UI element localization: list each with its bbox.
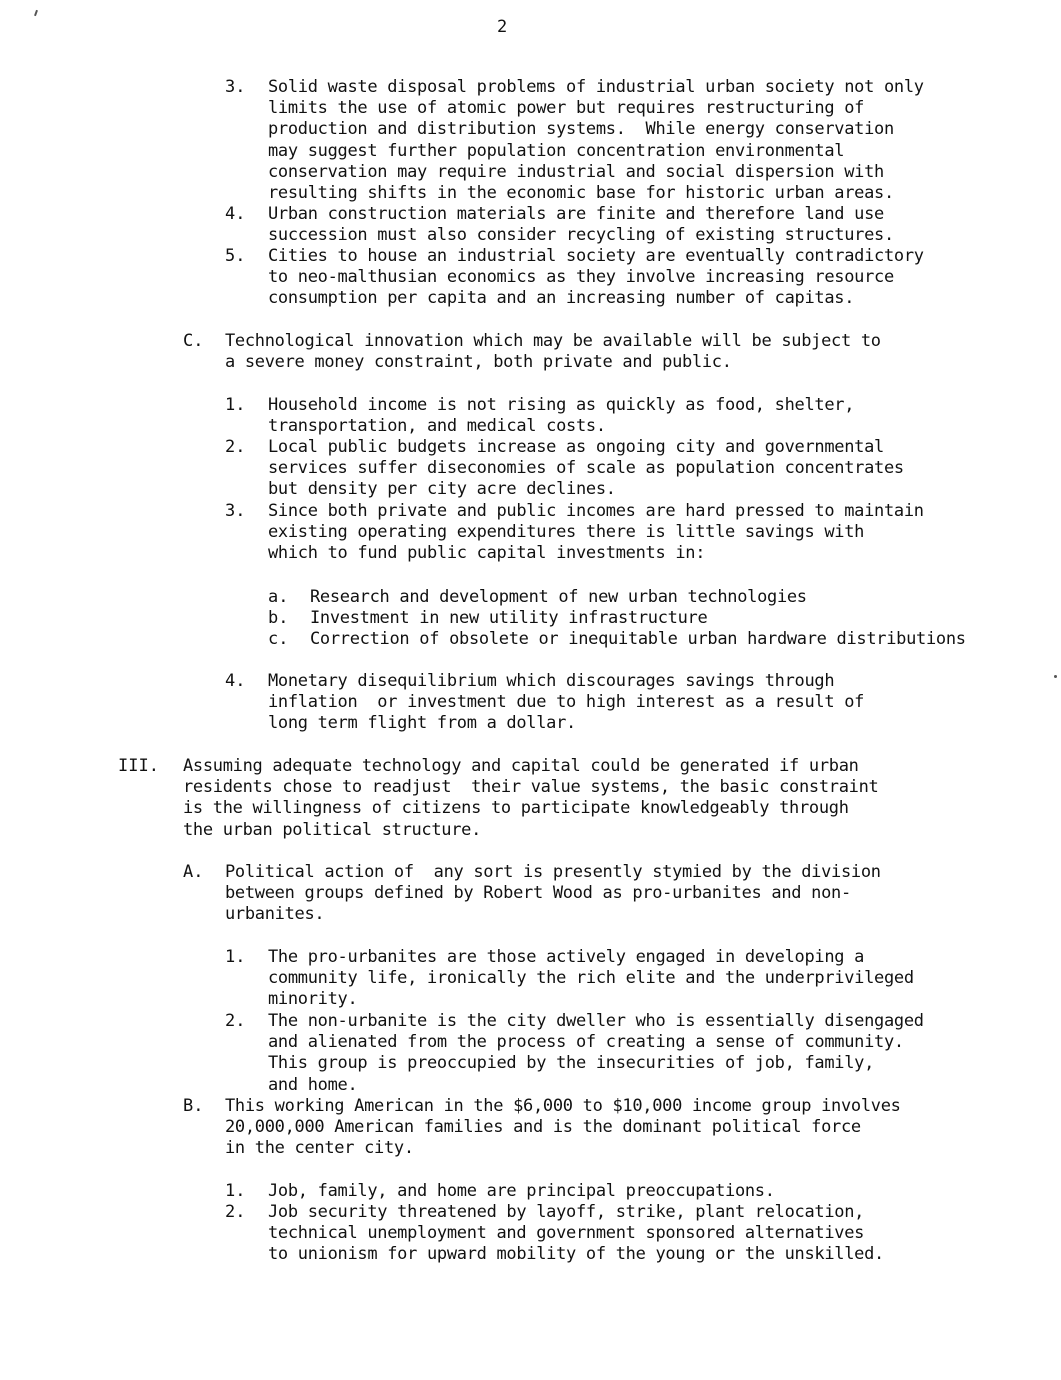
text-line: succession must also consider recycling of existing structures. <box>268 225 894 246</box>
outline-text <box>268 246 924 310</box>
outline-text <box>225 331 881 373</box>
outline-text <box>268 77 924 204</box>
outline-marker: 4. <box>225 204 246 224</box>
text-line: long term flight from a dollar. <box>268 713 576 734</box>
text-line: existing operating expenditures there is little savings with <box>268 522 865 543</box>
text-line: Investment in new utility infrastructure <box>310 608 708 628</box>
text-line: services suffer diseconomies of scale as population concentrates <box>268 458 904 479</box>
text-line: and alienated from the process of creating a sense of community. <box>268 1032 904 1053</box>
text-line: to unionism for upward mobility of the young or the unskilled. <box>268 1244 884 1265</box>
text-line: Research and development of new urban technologies <box>310 587 807 607</box>
scan-mark <box>1054 675 1057 678</box>
text-line: Household income is not rising as quickly as food, shelter, <box>268 395 855 415</box>
outline-marker: 2. <box>225 1202 246 1222</box>
text-line: Cities to house an industrial society are eventually contradictory <box>268 246 924 266</box>
outline-text <box>310 587 807 608</box>
text-line: a severe money constraint, both private and public. <box>225 352 732 373</box>
outline-text <box>268 437 904 501</box>
text-line: urbanites. <box>225 904 325 925</box>
outline-marker: a. <box>268 587 289 607</box>
text-line: Urban construction materials are finite and therefore land use <box>268 204 884 224</box>
outline-marker: A. <box>183 862 204 882</box>
text-line: Job security threatened by layoff, strike, plant relocation, <box>268 1202 865 1222</box>
outline-marker: 2. <box>225 1011 246 1031</box>
text-line: minority. <box>268 989 358 1010</box>
text-line: production and distribution systems. While energy conservation <box>268 119 894 140</box>
outline-marker: C. <box>183 331 204 351</box>
scan-mark <box>34 10 38 16</box>
text-line: The non-urbanite is the city dweller who is essentially disengaged <box>268 1011 924 1031</box>
text-line: Technological innovation which may be available will be subject to <box>225 331 881 351</box>
text-line: and home. <box>268 1074 358 1095</box>
text-line: This group is preoccupied by the insecurities of job, family, <box>268 1053 875 1074</box>
text-line: but density per city acre declines. <box>268 479 616 500</box>
text-line: Since both private and public incomes are hard pressed to maintain <box>268 501 924 521</box>
outline-text <box>268 395 854 437</box>
outline-marker: 1. <box>225 1181 246 1201</box>
text-line: which to fund public capital investments in: <box>268 543 706 564</box>
text-line: is the willingness of citizens to participate knowledgeably through <box>183 798 849 819</box>
text-line: may suggest further population concentration environmental <box>268 140 845 161</box>
outline-text <box>268 947 914 1011</box>
text-line: Monetary disequilibrium which discourages savings through <box>268 671 835 691</box>
outline-text <box>225 1096 901 1160</box>
outline-text <box>268 204 894 246</box>
text-line: Assuming adequate technology and capital could be generated if urban <box>183 756 859 776</box>
outline-text <box>268 1011 924 1096</box>
text-line: between groups defined by Robert Wood as pro-urbanites and non- <box>225 883 851 904</box>
text-line: Solid waste disposal problems of industrial urban society not only <box>268 77 924 97</box>
text-line: resulting shifts in the economic base for historic urban areas. <box>268 183 894 204</box>
outline-marker: III. <box>118 756 159 776</box>
outline-marker: 3. <box>225 77 246 97</box>
outline-text <box>310 629 966 650</box>
outline-text <box>268 1181 775 1202</box>
text-line: inflation or investment due to high interest as a result of <box>268 692 865 713</box>
text-line: limits the use of atomic power but requires restructuring of <box>268 98 865 119</box>
text-line: to neo-malthusian economics as they involve increasing resource <box>268 267 894 288</box>
text-line: residents chose to readjust their value systems, the basic constraint <box>183 777 879 798</box>
text-line: Political action of any sort is presently stymied by the division <box>225 862 881 882</box>
outline-text <box>225 862 881 926</box>
outline-text <box>183 756 878 841</box>
text-line: Local public budgets increase as ongoing city and governmental <box>268 437 884 457</box>
text-line: consumption per capita and an increasing number of capitas. <box>268 288 855 309</box>
text-line: community life, ironically the rich elite and the underprivileged <box>268 968 914 989</box>
text-line: the urban political structure. <box>183 819 482 840</box>
text-line: transportation, and medical costs. <box>268 416 606 437</box>
page-number: 2 <box>497 17 508 37</box>
text-line: Correction of obsolete or inequitable urban hardware distributions <box>310 629 966 649</box>
outline-marker: 1. <box>225 395 246 415</box>
outline-marker: 1. <box>225 947 246 967</box>
outline-text <box>268 671 864 735</box>
text-line: technical unemployment and government sponsored alternatives <box>268 1223 865 1244</box>
text-line: Job, family, and home are principal preoccupations. <box>268 1181 775 1201</box>
text-line: The pro-urbanites are those actively engaged in developing a <box>268 947 865 967</box>
outline-marker: 4. <box>225 671 246 691</box>
text-line: 20,000,000 American families and is the dominant political force <box>225 1117 861 1138</box>
outline-marker: c. <box>268 629 289 649</box>
outline-marker: 2. <box>225 437 246 457</box>
text-line: in the center city. <box>225 1138 414 1159</box>
outline-text <box>268 1202 884 1266</box>
outline-marker: 5. <box>225 246 246 266</box>
text-line: conservation may require industrial and social dispersion with <box>268 161 884 182</box>
outline-marker: B. <box>183 1096 204 1116</box>
text-line: This working American in the $6,000 to $10,000 income group involves <box>225 1096 901 1116</box>
outline-marker: 3. <box>225 501 246 521</box>
outline-text <box>310 608 707 629</box>
outline-text <box>268 501 924 565</box>
outline-marker: b. <box>268 608 289 628</box>
